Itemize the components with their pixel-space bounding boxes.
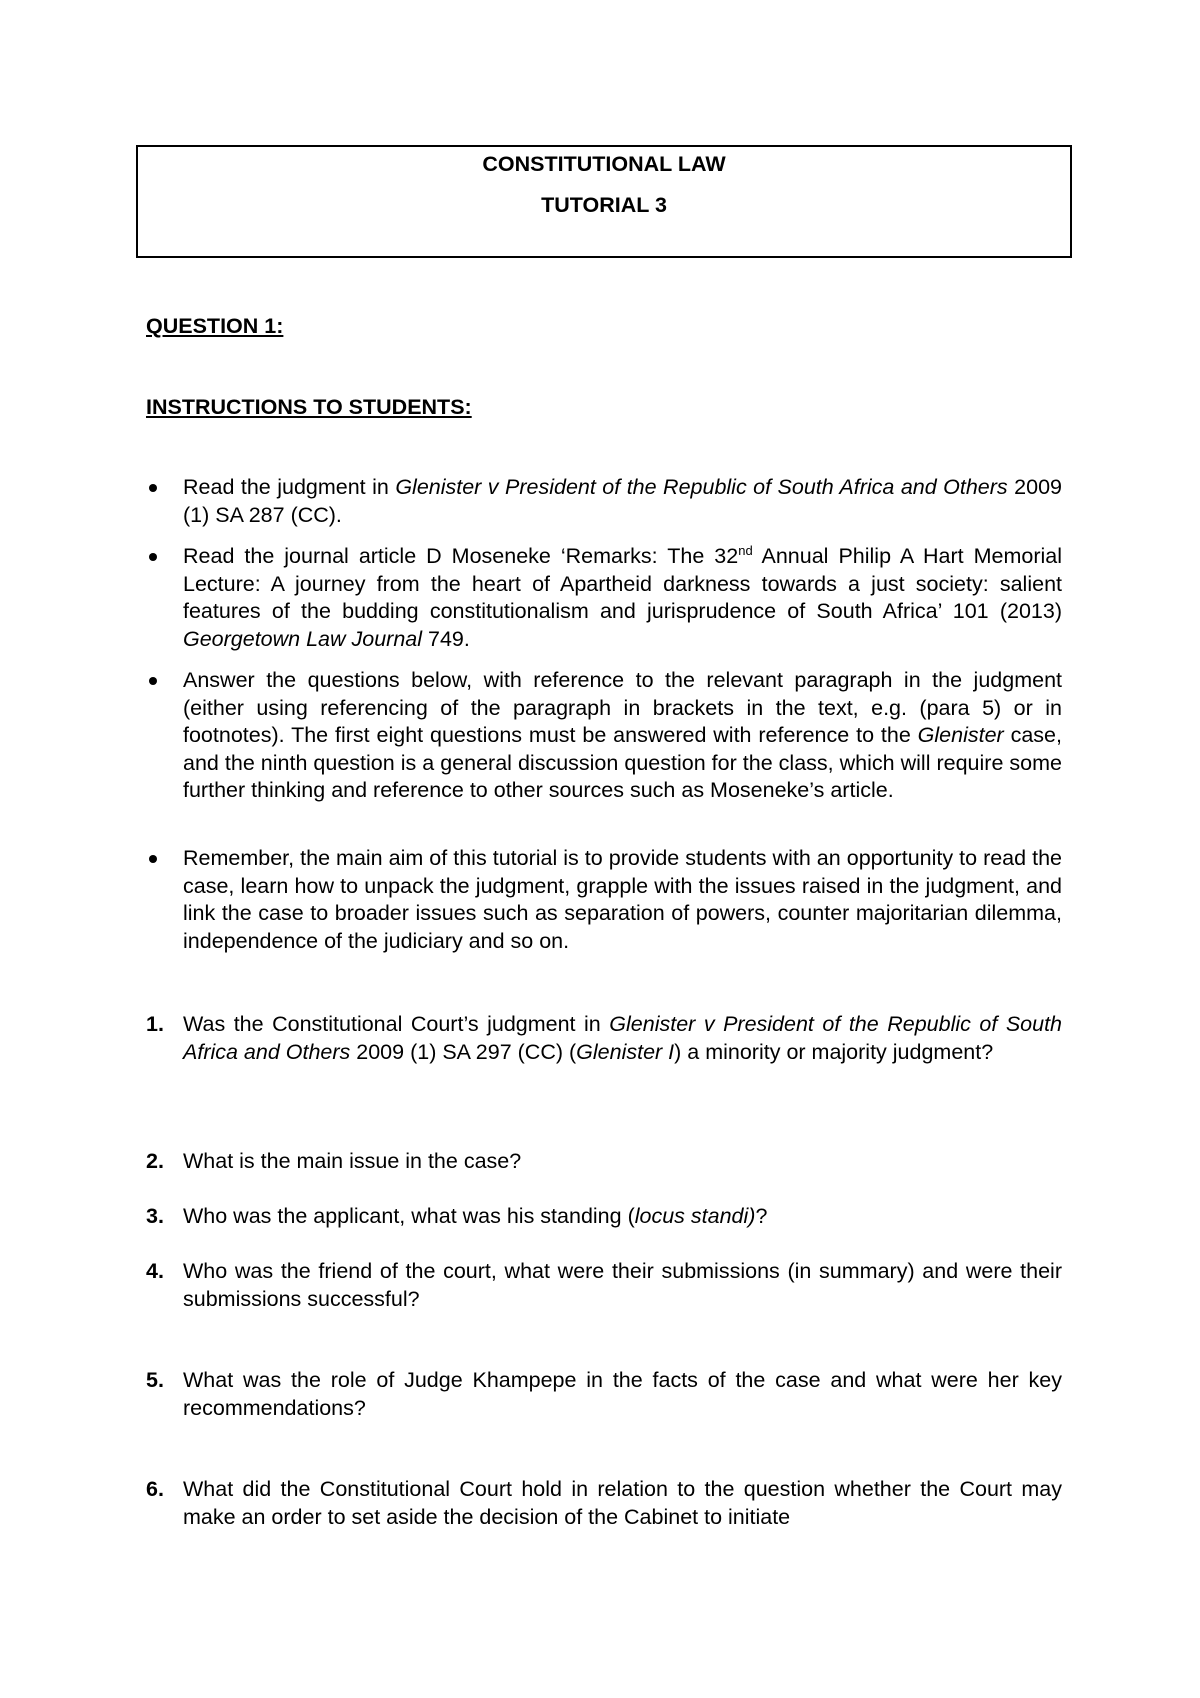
question-text: Who was the friend of the court, what were their submissions (in summary) and were their submissions successful? <box>183 1259 1062 1311</box>
case-citation: Glenister v President of the Republic of South Africa and Others <box>183 1012 1063 1064</box>
bullet-text: Answer the questions below, with reference to the relevant paragraph in the judgment (either using referencing of the paragraph in brackets in the text, e.g. (para 5) or in footnotes). The first eight questions must be answered with reference to the <box>183 668 1062 747</box>
case-name: Glenister <box>917 723 1004 747</box>
bullet-icon <box>149 855 157 863</box>
instruction-bullet-3 <box>146 667 1062 805</box>
journal-name: Georgetown Law Journal <box>183 626 423 651</box>
instruction-bullet-1 <box>146 474 1062 529</box>
bullet-text: 749. <box>422 626 470 651</box>
question-1 <box>146 1011 1062 1066</box>
question-text: 2009 (1) SA 297 (CC) ( <box>350 1039 577 1064</box>
document-title: CONSTITUTIONAL LAW <box>482 152 726 176</box>
question-text: ) a minority or majority judgment? <box>674 1039 994 1064</box>
question-6 <box>146 1476 1062 1531</box>
question-4 <box>146 1258 1062 1313</box>
question-number: 2. <box>146 1149 164 1173</box>
bullet-icon <box>149 484 157 492</box>
question-heading: QUESTION 1: <box>146 314 284 338</box>
bullet-icon <box>149 553 157 561</box>
question-number: 3. <box>146 1204 164 1228</box>
instruction-bullet-2 <box>146 543 1062 653</box>
bullet-text: Annual Philip A Hart Memorial Lecture: A journey from the heart of Apartheid darkness towards a just society: salient features of the budding constitutionalism and jurisprudence of South Africa’ 101 (2013) <box>183 544 1063 623</box>
question-text: Was the Constitutional Court’s judgment in <box>183 1012 610 1036</box>
question-number: 1. <box>146 1012 164 1036</box>
bullet-icon <box>149 677 157 685</box>
bullet-text: Read the journal article D Moseneke ‘Remarks: The 32 <box>183 544 739 568</box>
bullet-text: Remember, the main aim of this tutorial is to provide students with an opportunity to read the case, learn how to unpack the judgment, grapple with the issues raised in the judgment, and link the case to broader issues such as separation of powers, counter majoritarian dilemma, independence of the judiciary and so on. <box>183 846 1062 953</box>
bullet-text: case, and the ninth question is a general discussion question for the class, which will require some further thinking and reference to other sources such as Moseneke’s article. <box>183 723 1062 802</box>
instruction-bullet-4 <box>146 845 1062 955</box>
question-text: ? <box>755 1204 768 1228</box>
ordinal-suffix: nd <box>738 542 753 558</box>
document-subtitle: TUTORIAL 3 <box>541 193 667 217</box>
case-citation: Glenister v President of the Republic of South Africa and Others <box>395 475 1008 499</box>
bullet-text: Read the judgment in <box>183 475 396 499</box>
question-2 <box>146 1148 1062 1176</box>
question-text: Who was the applicant, what was his standing ( <box>183 1204 635 1228</box>
question-text: What was the role of Judge Khampepe in the facts of the case and what were her key recommendations? <box>183 1368 1062 1420</box>
question-number: 4. <box>146 1259 164 1283</box>
question-3 <box>146 1203 1062 1231</box>
instructions-heading: INSTRUCTIONS TO STUDENTS: <box>146 395 472 419</box>
question-number: 5. <box>146 1368 164 1392</box>
latin-term: locus standi) <box>634 1204 756 1228</box>
title-box <box>136 145 1072 258</box>
case-short-name: Glenister I <box>576 1039 675 1064</box>
question-number: 6. <box>146 1477 164 1501</box>
question-5 <box>146 1367 1062 1422</box>
question-text: What is the main issue in the case? <box>183 1149 522 1173</box>
question-text: What did the Constitutional Court hold in relation to the question whether the Court may make an order to set aside the decision of the Cabinet to initiate <box>183 1477 1062 1529</box>
bullet-text: 2009 (1) SA 287 (CC). <box>183 475 1062 527</box>
